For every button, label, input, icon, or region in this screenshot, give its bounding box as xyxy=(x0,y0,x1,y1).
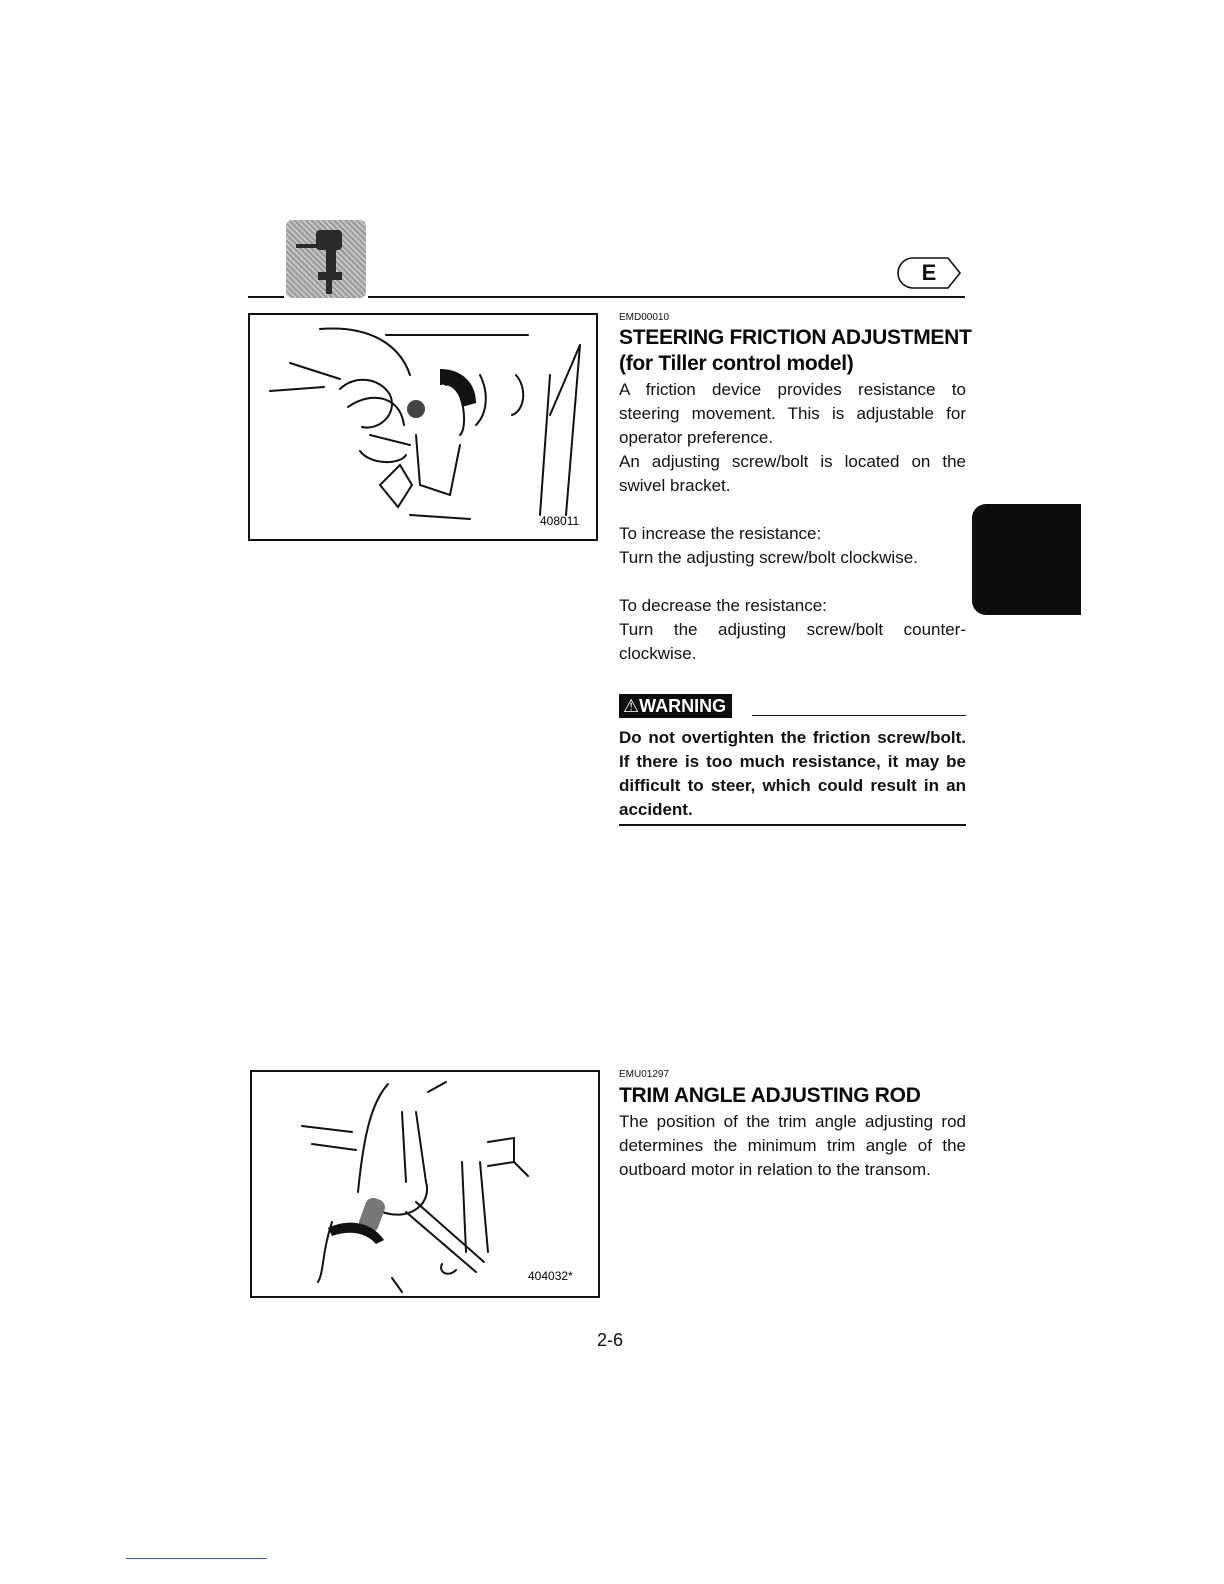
section2-para1: The position of the trim angle adjusting rod determines the minimum trim angle of the outboard motor in relation to the transom. xyxy=(619,1112,966,1179)
page-number: 2-6 xyxy=(596,1330,623,1350)
section2-title: TRIM ANGLE ADJUSTING ROD xyxy=(619,1084,921,1107)
warning-label-text: WARNING xyxy=(639,696,727,716)
section2-doc-code: EMU01297 xyxy=(619,1069,670,1080)
chapter-side-tab xyxy=(972,504,1081,615)
trim-rod-illustration xyxy=(252,1072,598,1296)
increase-text: Turn the adjusting screw/bolt clockwise. xyxy=(619,548,918,567)
figure-code-408011: 408011 xyxy=(540,514,580,528)
warning-text: Do not overtighten the friction screw/bolt. If there is too much resistance, it may be difficult to steer, which could result in an accident. xyxy=(619,728,966,819)
warning-rule-top xyxy=(752,715,966,716)
header-rule-left xyxy=(248,296,284,298)
increase-label: To increase the resistance: xyxy=(619,524,822,543)
steering-friction-illustration xyxy=(250,315,596,539)
language-letter: E xyxy=(921,260,937,285)
warning-rule-bottom xyxy=(619,824,966,826)
section1-subtitle: (for Tiller control model) xyxy=(619,352,854,375)
section1-doc-code: EMD00010 xyxy=(619,312,670,323)
header-rule-right xyxy=(368,296,965,298)
warning-label xyxy=(619,694,732,718)
decrease-label: To decrease the resistance: xyxy=(619,596,827,615)
figure-code-404032: 404032* xyxy=(528,1269,573,1283)
section1-para1: A friction device provides resistance to steering movement. This is adjustable for operator preference. xyxy=(619,380,966,447)
figure-trim-rod xyxy=(250,1070,600,1298)
figure-steering-friction xyxy=(248,313,598,541)
language-badge xyxy=(896,256,962,290)
warning-triangle-icon: ⚠ xyxy=(623,696,640,716)
outboard-motor-icon xyxy=(286,220,366,298)
decrease-text: Turn the adjusting screw/bolt counter-clockwise. xyxy=(619,620,966,663)
section1-title: STEERING FRICTION ADJUSTMENT xyxy=(619,326,972,349)
footer-underline xyxy=(126,1558,267,1559)
section1-para2: An adjusting screw/bolt is located on the swivel bracket. xyxy=(619,452,966,495)
